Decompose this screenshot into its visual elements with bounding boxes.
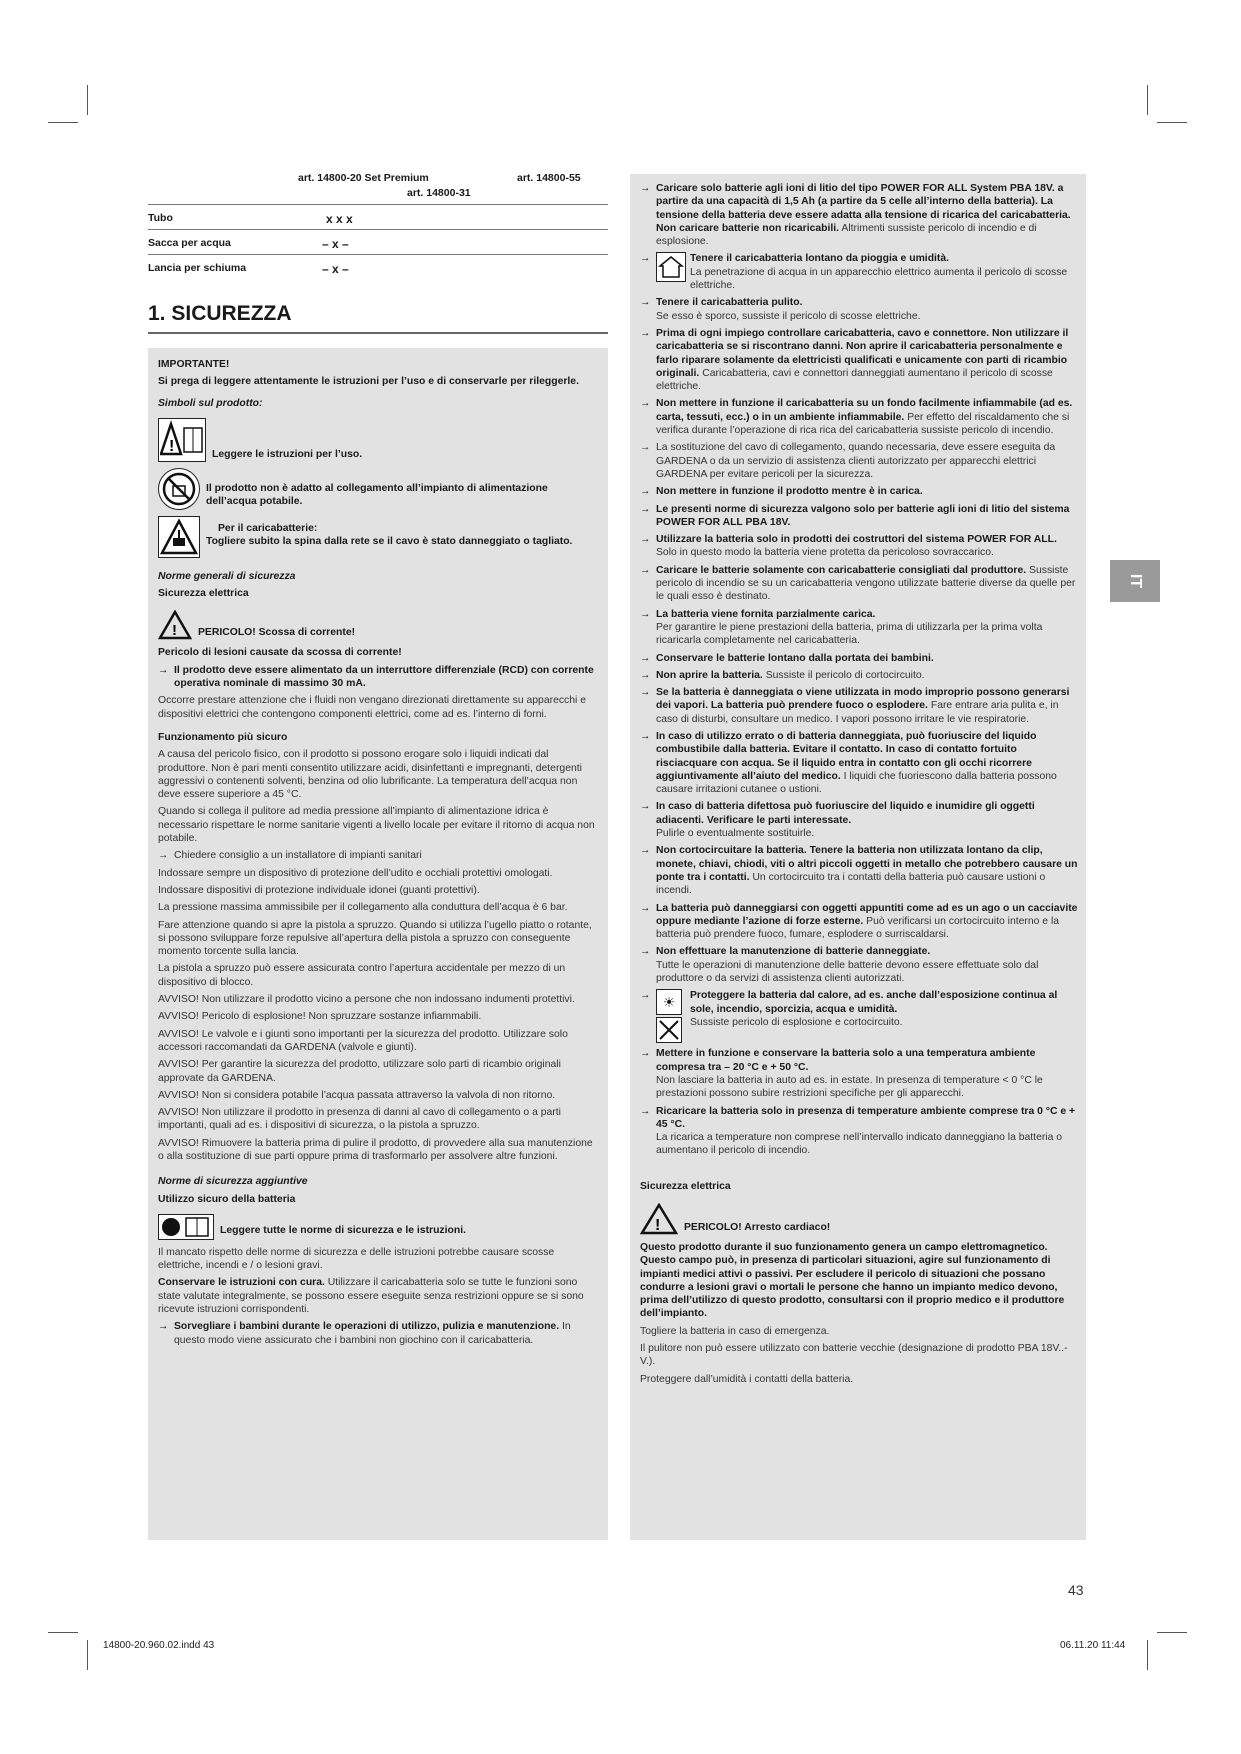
page-number: 43 xyxy=(1068,1582,1084,1598)
right-item: → Mettere in funzione e conservare la batteria solo a una temperatura ambiente compresa tra – 20 °C e + 50 °C. Non lasciare la batteria in auto ad es. in estate. In presenza di temperature < 0 °C le prestazioni possono subire restrizioni specifiche per gli apparecchi. xyxy=(640,1048,1043,1100)
crop-mark xyxy=(1157,122,1187,123)
table-rule xyxy=(148,204,608,205)
section-rule xyxy=(148,332,608,334)
paragraph: Conservare le istruzioni con cura. Utilizzare il caricabatteria solo se tutte le funzioni sono state valutate integralmente, se possono essere eseguite senza restrizioni oppure se si sono ricevute istruzioni corrispondenti. xyxy=(158,1277,584,1316)
paragraph: La pistola a spruzzo può essere assicurata contro l’apertura accidentale per mezzo di un dispositivo di blocco. xyxy=(158,963,566,988)
right-item: → In caso di batteria difettosa può fuoriuscire del liquido e inumidire gli oggetti adiacenti. Verificare le parti interessate. Pulirle o eventualmente sostituirle. xyxy=(640,801,1035,840)
table-row-label: Tubo xyxy=(148,212,173,224)
table-rule xyxy=(148,254,608,255)
arrow-icon: → xyxy=(640,1048,651,1060)
item-title: Tenere il caricabatteria lontano da pioggia e umidità. xyxy=(690,253,950,265)
right-item: → Caricare solo batterie agli ioni di litio del tipo POWER FOR ALL System PBA 18V. a partire da una capacità di 1,5 Ah (a partire da 5 celle all’interno della batteria). La tensione della batteria deve essere adatta alla tensione di ricarica del caricabatteria. Non caricare batterie non ricaricabili. Altrimenti sussiste pericolo di incendio e di esplosione. xyxy=(640,183,1071,248)
arrow-icon: → xyxy=(158,1321,169,1333)
electric-safety-title: Sicurezza elettrica xyxy=(158,588,249,600)
paragraph: A causa del pericolo fisico, con il prodotto si possono erogare solo i liquidi indicati dal produttore. Non è pari menti consentito utilizzare acidi, disinfettanti e impregnanti, detergenti aggressivi o contenenti solventi, benzina od olio lubrificante. La temperatura dell’acqua non deve essere superiore a 45 °C. xyxy=(158,749,582,801)
table-row-label: Lancia per schiuma xyxy=(148,262,247,274)
arrow-icon: → xyxy=(640,442,651,454)
paragraph: Togliere la batteria in caso di emergenza. xyxy=(640,1325,830,1337)
arrow-icon: → xyxy=(640,486,651,498)
header-col3: art. 14800-55 xyxy=(517,172,581,184)
item-text: Sussiste pericolo di esplosione e cortocircuito. xyxy=(690,1016,903,1028)
symbol-text: Per il caricabatterie: xyxy=(218,522,318,534)
arrow-icon: → xyxy=(640,730,651,742)
arrow-icon: → xyxy=(640,687,651,699)
arrow-icon: → xyxy=(640,801,651,813)
arrow-icon: → xyxy=(640,1105,651,1117)
language-label: IT xyxy=(1127,573,1144,589)
crop-mark xyxy=(87,85,88,115)
arrow-icon: → xyxy=(640,564,651,576)
table-row-label: Sacca per acqua xyxy=(148,237,231,249)
unplug-warning-icon xyxy=(158,516,200,558)
right-item: → Non mettere in funzione il prodotto mentre è in carica. xyxy=(640,486,923,498)
section-title: 1. SICUREZZA xyxy=(148,302,292,325)
arrow-icon: → xyxy=(640,183,651,194)
right-item: → Non mettere in funzione il caricabatteria su un fondo facilmente infiammabile (ad es. carta, tessuti, ecc.) o in un ambiente infiammabile. Per effetto del riscaldamento che si verifica durante l’operazione di rica rica del caricabatteria sussiste pericolo di incendio. xyxy=(640,398,1073,437)
danger-title: PERICOLO! Scossa di corrente! xyxy=(198,627,356,639)
right-item: → Tenere il caricabatteria pulito. Se esso è sporco, sussiste il pericolo di scosse elettriche. xyxy=(640,297,921,322)
crop-mark xyxy=(87,1640,88,1670)
paragraph: AVVISO! Pericolo di esplosione! Non spruzzare sostanze infiammabili. xyxy=(158,1011,482,1023)
table-rule xyxy=(148,229,608,230)
table-row-value: x x x xyxy=(326,212,353,226)
paragraph: Il mancato rispetto delle norme di sicurezza e delle istruzioni potrebbe causare scosse elettriche, incendi e / o lesioni gravi. xyxy=(158,1246,555,1272)
symbol-read-manual xyxy=(158,418,600,462)
danger-shock xyxy=(158,610,600,640)
danger-cardiac xyxy=(640,1203,1078,1235)
no-fire-icon xyxy=(656,1017,682,1043)
paragraph: Indossare dispositivi di protezione individuale idonei (guanti protettivi). xyxy=(158,884,480,896)
right-safety-panel xyxy=(630,174,1086,1540)
arrow-icon: → xyxy=(640,902,651,914)
header-col2: art. 14800-31 xyxy=(407,187,471,199)
arrow-icon: → xyxy=(640,845,651,857)
right-item: → Non aprire la batteria. Sussiste il pericolo di cortocircuito. xyxy=(640,669,925,681)
left-safety-panel xyxy=(148,348,608,1540)
symbols-title: Simboli sul prodotto: xyxy=(158,397,263,409)
svg-text:!: ! xyxy=(169,437,175,455)
svg-text:!: ! xyxy=(172,622,177,640)
right-item: → In caso di utilizzo errato o di batteria danneggiata, può fuoriuscire del liquido combustibile dalla batteria. Evitare il contatto. In caso di contatto fortuito risciacquare con acqua. Se il liquido entra in contatto con gli occhi ricorrere aggiuntivamente all’aiuto del medico. I liquidi che fuoriescono dalla batteria possono causare irritazioni cutanee o ustioni. xyxy=(640,730,1057,796)
arrow-icon: → xyxy=(640,253,651,265)
arrow-icon: → xyxy=(640,327,651,339)
symbol-not-potable xyxy=(158,468,600,510)
paragraph: Fare attenzione quando si apre la pistola a spruzzo. Quando si utilizza l’ugello piatto o rotante, si possono sviluppare forze repulsive all’apertura della pistola a spruzzo con conseguente momento torcente sulla lancia. xyxy=(158,919,592,958)
symbol-text: Togliere subito la spina dalla rete se il cavo è stato danneggiato o tagliato. xyxy=(206,536,573,548)
right-item: → La sostituzione del cavo di collegamento, quando necessaria, deve essere eseguita da GARDENA o da un servizio di assistenza clienti autorizzato per apparecchi elettrici GARDENA per evitare pericoli per la sicurezza. xyxy=(640,442,1056,480)
right-item: → Le presenti norme di sicurezza valgono solo per batterie agli ioni di litio del sistema POWER FOR ALL PBA 18V. xyxy=(640,503,1070,528)
crop-mark xyxy=(48,1632,78,1633)
symbol-text: Leggere le istruzioni per l’uso. xyxy=(212,448,363,460)
right-item: → Non cortocircuitare la batteria. Tenere la batteria non utilizzata lontano da clip, monete, chiavi, chiodi, viti o altri piccoli oggetti in metallo che potrebbero causare un ponte tra i contatti. Un cortocircuito tra i contatti della batteria può causare ustioni o incendi. xyxy=(640,845,1078,897)
crop-mark xyxy=(1157,1632,1187,1633)
paragraph: AVVISO! Non utilizzare il prodotto in presenza di danni al cavo di collegamento o a parti importanti, quali ad es. i dispositivi di sicurezza, o la pistola a spruzzo. xyxy=(158,1107,561,1132)
additional-safety-title: Norme di sicurezza aggiuntive xyxy=(158,1176,308,1188)
table-row-value: – x – xyxy=(322,237,349,251)
symbol-charger-plug xyxy=(158,516,600,558)
heat-sun-icon: ☀ xyxy=(656,989,682,1015)
crop-mark xyxy=(1147,85,1148,115)
right-item: → Ricaricare la batteria solo in presenza di temperature ambiente comprese tra 0 °C e + 45 °C. La ricarica a temperature non comprese nell’intervallo indicato danneggiano la batteria o aumentano il pericolo di incendio. xyxy=(640,1105,1076,1157)
paragraph: Il pulitore non può essere utilizzato con batterie vecchie (designazione di prodotto PBA 18V..-V.). xyxy=(640,1343,1068,1368)
paragraph: AVVISO! Le valvole e i giunti sono importanti per la sicurezza del prodotto. Utilizzare solo accessori raccomandati da GARDENA (valvole e giunti). xyxy=(158,1028,568,1053)
crop-mark xyxy=(48,122,78,123)
no-drinking-water-icon xyxy=(158,468,200,510)
danger-title: PERICOLO! Arresto cardiaco! xyxy=(684,1222,831,1233)
safe-operation-title: Funzionamento più sicuro xyxy=(158,731,288,743)
arrow-icon: → xyxy=(640,503,651,515)
paragraph: AVVISO! Rimuovere la batteria prima di pulire il prodotto, di provvedere alla sua manutenzione o alla sostituzione di sue parti oppure prima di trasformarlo per assolvere altre funzioni. xyxy=(158,1137,593,1162)
arrow-icon: → xyxy=(640,652,651,664)
paragraph: Proteggere dall’umidità i contatti della batteria. xyxy=(640,1373,854,1385)
paragraph: Quando si collega il pulitore ad media pressione all’impianto di alimentazione idrica è necessario rispettare le norme sanitarie vigenti a livello locale per evitare il ritorno di acqua non potabile. xyxy=(158,806,595,845)
right-item: → La batteria viene fornita parzialmente carica. Per garantire le piene prestazioni della batteria, prima di utilizzarla per la prima volta ricaricarla completamente nel caricabatteria. xyxy=(640,608,1043,647)
paragraph: AVVISO! Non si considera potabile l’acqua passata attraverso la valvola di non ritorno. xyxy=(158,1089,556,1101)
danger-text: Questo prodotto durante il suo funzionamento genera un campo elettromagnetico. Questo campo può, in presenza di particolari situazioni, agire sul funzionamento di impianti medici attivi o passivi. Per escludere il pericolo di situazioni che possano condurre a lesioni gravi o mortali le persone che hanno un impianto medico devono, prima dell’utilizzo di questo prodotto, consultarsi con il proprio medico e il produttore dell’impianto. xyxy=(640,1242,1065,1320)
warning-icon xyxy=(640,1203,678,1235)
general-safety-title: Norme generali di sicurezza xyxy=(158,570,296,582)
symbol-text-block xyxy=(206,516,576,549)
arrow-icon: → xyxy=(158,664,169,676)
svg-text:!: ! xyxy=(655,1217,661,1234)
paragraph: → Sorvegliare i bambini durante le operazioni di utilizzo, pulizia e manutenzione. In questo modo viene assicurato che i bambini non giochino con il caricabatteria. xyxy=(158,1321,571,1346)
paragraph: AVVISO! Per garantire la sicurezza del prodotto, utilizzare solo parti di ricambio originali approvate da GARDENA. xyxy=(158,1059,561,1084)
paragraph: Indossare sempre un dispositivo di protezione dell’udito e occhiali protettivi omologati. xyxy=(158,867,553,879)
arrow-icon: → xyxy=(640,398,651,410)
right-item: → Prima di ogni impiego controllare caricabatteria, cavo e connettore. Non utilizzare il caricabatteria se si riscontrano danni. Non aprire il caricabatteria personalmente e farlo riparare solamente da elettricisti qualificati e unicamente con parti di ricambio originali. Caricabatteria, cavi e connettori danneggiati aumentano il pericolo di scosse elettriche. xyxy=(640,327,1069,393)
symbol-text: Leggere tutte le norme di sicurezza e le istruzioni. xyxy=(220,1224,466,1236)
battery-safety-title: Utilizzo sicuro della batteria xyxy=(158,1193,296,1205)
paragraph: La pressione massima ammissibile per il collegamento alla conduttura dell’acqua è 6 bar. xyxy=(158,902,568,914)
crop-mark xyxy=(1147,1640,1148,1670)
house-rain-icon xyxy=(656,252,686,282)
footer-file: 14800-20.960.02.indd 43 xyxy=(103,1640,215,1651)
rcd-note: → Il prodotto deve essere alimentato da un interruttore differenziale (RCD) con corrente operativa nominale di massimo 30 mA. xyxy=(158,664,594,690)
arrow-icon: → xyxy=(640,669,651,681)
important-text: Si prega di leggere attentamente le istruzioni per l’uso e di conservarle per rileggerle. xyxy=(158,376,579,388)
paragraph: → Chiedere consiglio a un installatore di impianti sanitari xyxy=(158,850,422,862)
arrow-icon: → xyxy=(640,297,651,309)
electric-safety-title: Sicurezza elettrica xyxy=(640,1180,731,1192)
right-item-heat xyxy=(640,989,1078,1043)
header-col1: art. 14800-20 Set Premium xyxy=(298,172,429,184)
language-tab xyxy=(1110,560,1160,602)
symbol-read-all xyxy=(158,1214,600,1240)
important-title: IMPORTANTE! xyxy=(158,359,230,370)
warning-book-icon xyxy=(158,418,206,462)
read-instructions-icon xyxy=(158,1214,214,1240)
paragraph: AVVISO! Non utilizzare il prodotto vicino a persone che non indossano indumenti protettivi. xyxy=(158,994,575,1006)
right-item: → Caricare le batterie solamente con caricabatterie consigliati dal produttore. Sussiste pericolo di incendio se su un caricabatteria vengono utilizzate batterie diverse da quelle per le quali esso è destinato. xyxy=(640,564,1076,603)
right-item: → La batteria può danneggiarsi con oggetti appuntiti come ad es un ago o un cacciavite oppure mediante l’azione di forze esterne. Può verificarsi un cortocircuito interno e la batteria può prendere fuoco, fumare, esplodere o surriscaldarsi. xyxy=(640,902,1078,941)
item-text: La penetrazione di acqua in un apparecchio elettrico aumenta il pericolo di scosse elettriche. xyxy=(690,266,1068,292)
right-item-rain xyxy=(640,252,1078,292)
paragraph: Occorre prestare attenzione che i fluidi non vengano direzionati direttamente su apparecchi e dispositivi elettrici che contengono componenti elettrici, come ad es. l’interno di forni. xyxy=(158,695,586,720)
danger-subtitle: Pericolo di lesioni causate da scossa di corrente! xyxy=(158,647,402,659)
arrow-icon: → xyxy=(640,534,651,546)
arrow-icon: → xyxy=(640,990,651,1002)
table-row-value: – x – xyxy=(322,262,349,276)
warning-icon xyxy=(158,610,192,640)
right-item: → Non effettuare la manutenzione di batterie danneggiate. Tutte le operazioni di manutenzione delle batterie devono essere effettuate solo dal produttore o da servizi di assistenza clienti autorizzati. xyxy=(640,946,1039,985)
right-item: → Utilizzare la batteria solo in prodotti dei costruttori del sistema POWER FOR ALL. Solo in questo modo la batteria viene protetta da pericoloso sovraccarico. xyxy=(640,534,1057,559)
footer-date: 06.11.20 11:44 xyxy=(1060,1640,1126,1651)
arrow-icon: → xyxy=(640,608,651,620)
symbol-text: Il prodotto non è adatto al collegamento all’impianto di alimentazione dell’acqua potabile. xyxy=(206,482,548,508)
right-item: → Se la batteria è danneggiata o viene utilizzata in modo improprio possono generarsi dei vapori. La batteria può prendere fuoco o esplodere. Fare entrare aria pulita e, in caso di disturbi, consultare un medico. I vapori possono irritare le vie respiratorie. xyxy=(640,687,1070,725)
item-title: Proteggere la batteria dal calore, ad es. anche dall’esposizione continua al sole, incendio, sporcizia, acqua e umidità. xyxy=(690,990,1058,1015)
right-item: → Conservare le batterie lontano dalla portata dei bambini. xyxy=(640,652,934,664)
arrow-icon: → xyxy=(158,850,169,862)
arrow-icon: → xyxy=(640,946,651,958)
